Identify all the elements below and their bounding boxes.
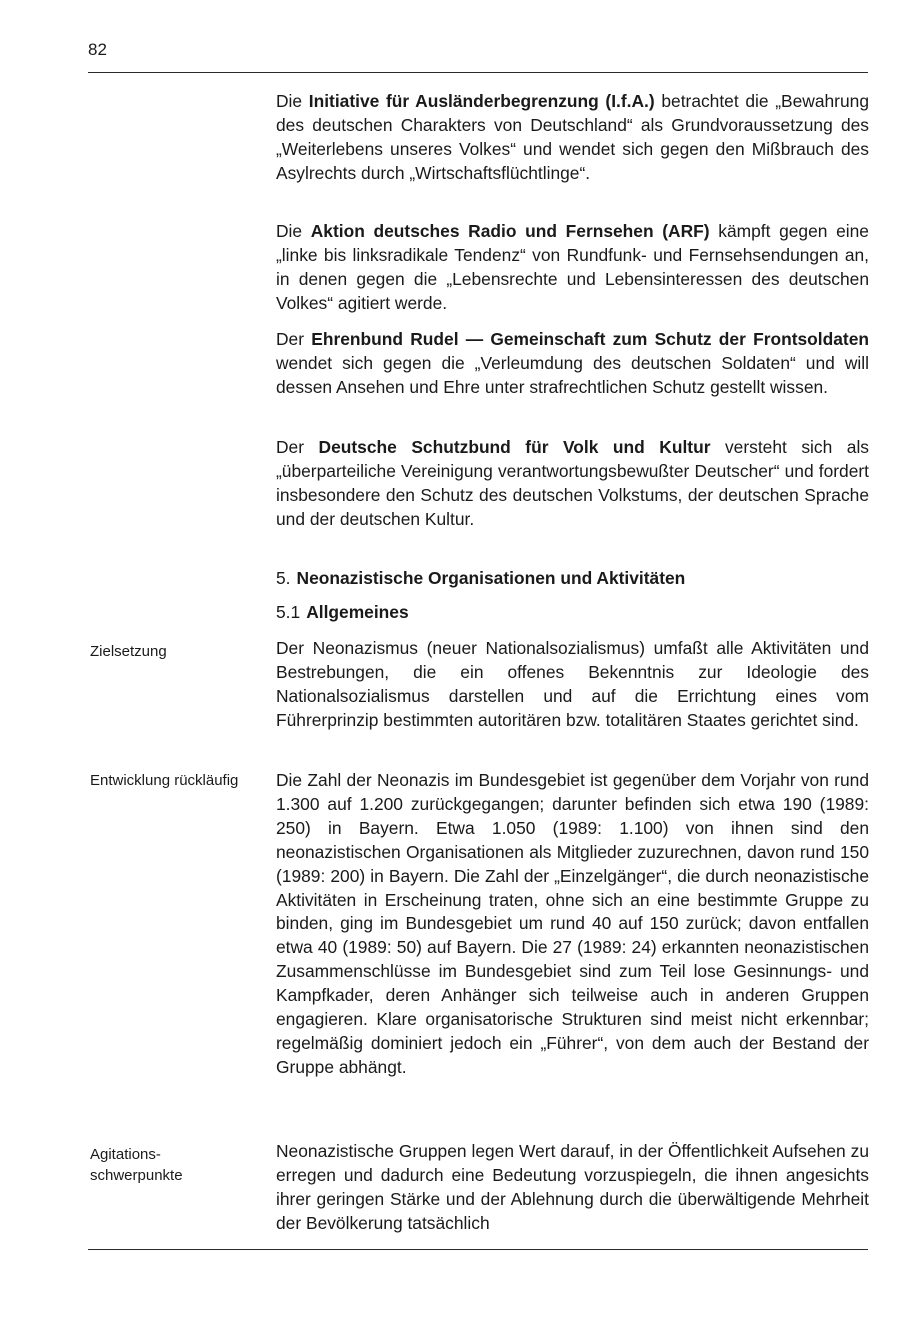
subsection-number: 5.1 [276, 602, 301, 622]
paragraph-schutzbund [276, 436, 869, 532]
margin-note-zielsetzung: Zielsetzung [90, 643, 167, 660]
paragraph-lead: Der [276, 329, 312, 349]
paragraph-body: kämpft gegen eine „linke bis linksradikale Tendenz“ von Rundfunk- und Fernsehsendungen an, in denen gegen die „Lebensrechte und Lebensinteressen des deutschen Volkes“ agitiert werde. [276, 221, 869, 313]
bottom-rule [88, 1249, 868, 1250]
subsection-title: Allgemeines [306, 602, 409, 622]
paragraph-ifa [276, 90, 869, 186]
organization-name: Aktion deutsches Radio und Fernsehen (ARF) [310, 221, 710, 241]
paragraph-body: versteht sich als „überparteiliche Vereinigung verantwortungsbewußter Deutscher“ und fordert insbesondere den Schutz des deutschen Volkstums, der deutschen Sprache und der deutschen Kultur. [276, 437, 869, 529]
margin-note-agitation: Agitations- schwerpunkte [90, 1146, 183, 1184]
paragraph-body: betrachtet die „Bewahrung des deutschen Charakters von Deutschland“ als Grundvoraussetzung des „Weiterlebens unseres Volkes“ und wendet sich gegen den Mißbrauch des Asylrechts durch „Wirtschaftsflüchtlinge“. [276, 91, 869, 183]
organization-name: Initiative für Ausländerbegrenzung (I.f.A.) [308, 91, 655, 111]
paragraph-ehrenbund [276, 328, 869, 400]
section-heading [276, 567, 685, 591]
paragraph-body: wendet sich gegen die „Verleumdung des deutschen Soldaten“ und will dessen Ansehen und Ehre unter strafrechtlichen Schutz gestellt wissen. [276, 352, 869, 397]
paragraph-statistics: Die Zahl der Neonazis im Bundesgebiet ist gegenüber dem Vorjahr von rund 1.300 auf 1.200 zurückgegangen; darunter befinden sich etwa 190 (1989: 250) in Bayern. Etwa 1.050 (1989: 1.100) von ihnen sind den neonazistischen Organisationen als Mitglieder zuzurechnen, davon rund 150 (1989: 200) in Bayern. Die Zahl der „Einzelgänger“, die durch neonazistische Aktivitäten in Erscheinung traten, ohne sich an eine bestimmte Gruppe zu binden, ging im Bundesgebiet um rund 40 auf 150 zurück; davon entfallen etwa 40 (1989: 50) auf Bayern. Die 27 (1989: 24) erkannten neonazistischen Zusammenschlüsse im Bundesgebiet sind zum Teil lose Gesinnungs- und Kampfkader, deren Anhänger sich teilweise auch in anderen Gruppen engagieren. Klare organisatorische Strukturen sind meist nicht erkennbar; regelmäßig dominiert jedoch ein „Führer“, von dem auch der Bestand der Gruppe abhängt. [276, 770, 869, 1077]
subsection-heading [276, 601, 409, 625]
paragraph-lead: Die [276, 221, 311, 241]
section-title: Neonazistische Organisationen und Aktivitäten [296, 568, 686, 588]
paragraph-arf [276, 220, 869, 316]
paragraph-agitation: Neonazistische Gruppen legen Wert darauf, in der Öffentlichkeit Aufsehen zu erregen und dadurch eine Bedeutung vorzuspiegeln, die ihnen angesichts ihrer geringen Stärke und der Ablehnung durch die überwältigende Mehrheit der Bevölkerung tatsächlich [276, 1141, 869, 1233]
paragraph-definition: Der Neonazismus (neuer Nationalsozialismus) umfaßt alle Aktivitäten und Bestrebungen, die ein offenes Bekenntnis zur Ideologie des Nationalsozialismus darstellen und auf die Errichtung eines vom Führerprinzip bestimmten autoritären bzw. totalitären Staates gerichtet sind. [276, 638, 869, 730]
page-number: 82 [88, 40, 107, 59]
section-number: 5. [276, 568, 291, 588]
paragraph-lead: Die [276, 91, 309, 111]
organization-name: Ehrenbund Rudel — Gemeinschaft zum Schutz der Frontsoldaten [311, 329, 870, 349]
paragraph-lead: Der [276, 437, 319, 457]
margin-note-entwicklung: Entwicklung rückläufig [90, 772, 239, 789]
organization-name: Deutsche Schutzbund für Volk und Kultur [318, 437, 711, 457]
top-rule [88, 72, 868, 73]
